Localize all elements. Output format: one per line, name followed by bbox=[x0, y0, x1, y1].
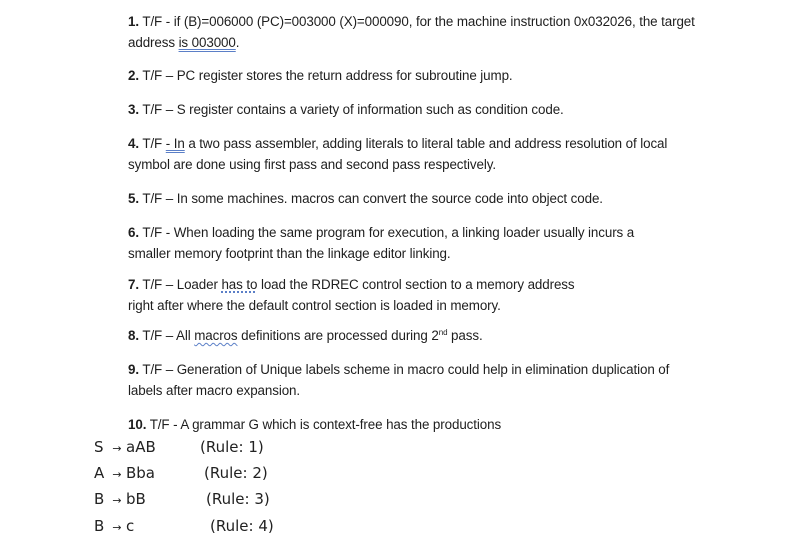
question-9-line-1 bbox=[128, 359, 728, 380]
question-number: 4. bbox=[128, 136, 139, 151]
question-text: pass. bbox=[447, 328, 483, 343]
question-text: T/F - if (B)=006000 (PC)=003000 (X)=000090, for the machine instruction 0x032026, the target bbox=[142, 14, 695, 29]
question-number: 9. bbox=[128, 362, 139, 377]
production-lhs: S bbox=[94, 438, 104, 456]
question-text: load the RDREC control section to a memory address bbox=[257, 277, 575, 292]
question-text: definitions are processed during 2 bbox=[237, 328, 439, 343]
production-rhs: c bbox=[126, 517, 135, 535]
right-arrow-icon: → bbox=[112, 468, 122, 481]
question-text: T/F – Loader bbox=[142, 277, 222, 292]
question-4 bbox=[128, 133, 728, 175]
production-rhs: bB bbox=[126, 490, 146, 508]
question-9-line-2: labels after macro expansion. bbox=[128, 383, 301, 398]
question-number: 1. bbox=[128, 14, 139, 29]
question-text: T/F - When loading the same program for execution, a linking loader usually incurs a bbox=[142, 225, 635, 240]
rule-label-1: (Rule: 1) bbox=[200, 438, 264, 456]
production-lhs: B bbox=[94, 517, 105, 535]
question-5 bbox=[128, 188, 728, 209]
question-text: T/F bbox=[142, 136, 166, 151]
question-number: 6. bbox=[128, 225, 139, 240]
underlined-text: has to bbox=[221, 277, 258, 292]
question-9 bbox=[128, 359, 728, 401]
question-text: T/F – All bbox=[142, 328, 195, 343]
underlined-text: macros bbox=[194, 328, 238, 343]
question-8 bbox=[128, 325, 728, 346]
question-number: 10. bbox=[128, 417, 147, 432]
question-text: T/F – PC register stores the return address for subroutine jump. bbox=[142, 68, 513, 83]
question-4-line-1 bbox=[128, 133, 728, 154]
production-3 bbox=[94, 489, 146, 511]
production-lhs: B bbox=[94, 490, 105, 508]
question-7 bbox=[128, 274, 728, 316]
question-number: 5. bbox=[128, 191, 139, 206]
question-text: T/F – S register contains a variety of information such as condition code. bbox=[142, 102, 564, 117]
question-4-line-2: symbol are done using first pass and second pass respectively. bbox=[128, 157, 496, 172]
question-text: a two pass assembler, adding literals to literal table and address resolution of local bbox=[184, 136, 668, 151]
question-text: T/F - A grammar G which is context-free has the productions bbox=[149, 417, 502, 432]
question-number: 3. bbox=[128, 102, 139, 117]
production-rhs: aAB bbox=[126, 438, 156, 456]
question-text: T/F – Generation of Unique labels scheme in macro could help in elimination duplication of bbox=[142, 362, 670, 377]
question-7-line-2: right after where the default control section is loaded in memory. bbox=[128, 298, 501, 313]
production-4 bbox=[94, 516, 134, 538]
right-arrow-icon: → bbox=[112, 494, 122, 507]
question-number: 8. bbox=[128, 328, 139, 343]
question-6-line-2: smaller memory footprint than the linkage editor linking. bbox=[128, 246, 451, 261]
production-2 bbox=[94, 463, 155, 485]
rule-label-3: (Rule: 3) bbox=[206, 490, 270, 508]
underlined-answer: is 003000 bbox=[178, 35, 236, 50]
question-text: . bbox=[235, 35, 240, 50]
superscript: nd bbox=[438, 328, 448, 337]
production-1 bbox=[94, 437, 156, 459]
production-rhs: Bba bbox=[126, 464, 156, 482]
question-10 bbox=[128, 414, 728, 435]
question-1-line-2 bbox=[128, 32, 728, 53]
question-6-line-1 bbox=[128, 222, 728, 243]
production-lhs: A bbox=[94, 464, 105, 482]
question-1-line-1 bbox=[128, 11, 728, 32]
question-6 bbox=[128, 222, 728, 264]
question-1 bbox=[128, 11, 728, 53]
question-2 bbox=[128, 65, 728, 86]
right-arrow-icon: → bbox=[112, 521, 122, 534]
question-7-line-1 bbox=[128, 274, 728, 295]
question-number: 2. bbox=[128, 68, 139, 83]
rule-label-4: (Rule: 4) bbox=[210, 517, 274, 535]
question-text: T/F – In some machines. macros can convert the source code into object code. bbox=[142, 191, 603, 206]
question-3 bbox=[128, 99, 728, 120]
underlined-text: - In bbox=[165, 136, 185, 151]
rule-label-2: (Rule: 2) bbox=[204, 464, 268, 482]
right-arrow-icon: → bbox=[112, 442, 122, 455]
question-number: 7. bbox=[128, 277, 139, 292]
question-text: address bbox=[128, 35, 179, 50]
